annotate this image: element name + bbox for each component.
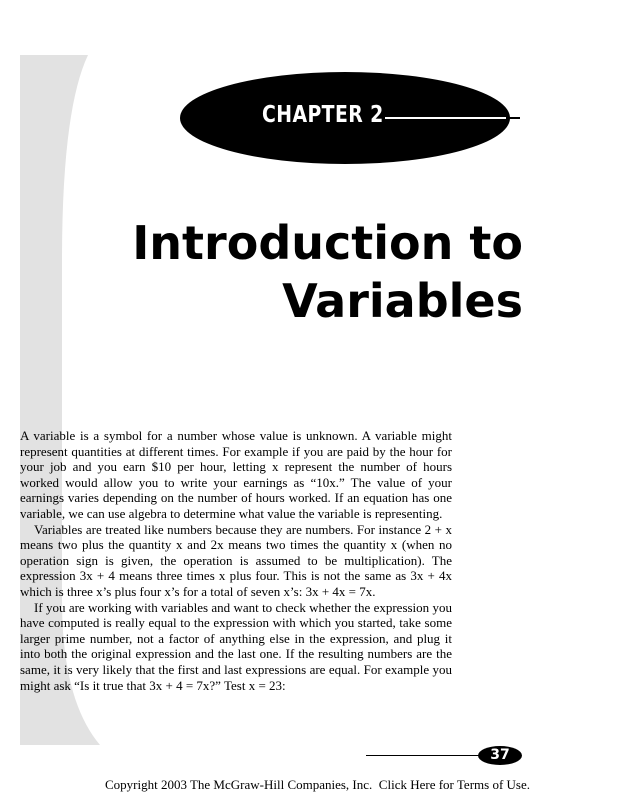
terms-of-use-link[interactable]: Click Here for Terms of Use. xyxy=(378,777,530,792)
copyright-text: Copyright 2003 The McGraw-Hill Companies, Inc. xyxy=(104,777,373,792)
page-number: 37 xyxy=(478,746,522,765)
chapter-rule xyxy=(385,117,520,119)
chapter-title-line-1: Introduction to xyxy=(132,216,523,270)
copyright-line xyxy=(0,777,635,793)
chapter-title xyxy=(103,214,523,330)
paragraph-3: If you are working with variables and want to check whether the expression you have computed is really equal to the expression with which you started, take some larger prime number, not a factor of anything else in the expression, and plug it into both the original expression and the last one. If the resulting numbers are the same, it is very likely that the first and last expressions are equal. For example you might ask “Is it true that 3x + 4 = 7x?” Test x = 23: xyxy=(20,599,452,693)
chapter-label: CHAPTER 2 xyxy=(262,102,384,128)
paragraph-2: Variables are treated like numbers because they are numbers. For instance 2 + x means two plus the quantity x and 2x means two times the quantity x (when no operation sign is given, the operation is assumed to be multiplication). The expression 3x + 4 means three times x plus four. This is not the same as 3x + 4x which is three x’s plus four x’s for a total of seven x’s: 3x + 4x = 7x. xyxy=(20,521,452,599)
paragraph-1: A variable is a symbol for a number whose value is unknown. A variable might represent quantities at different times. For example if you are paid by the hour for your job and you earn $10 per hour, letting x represent the number of hours worked would allow you to write your earnings as “10x.” The value of your earnings varies depending on the number of hours worked. If an equation has one variable, we can use algebra to determine what value the variable is representing. xyxy=(20,428,452,521)
chapter-rule-tail xyxy=(506,117,520,119)
page-number-rule xyxy=(366,755,486,756)
body-text xyxy=(20,428,452,693)
chapter-title-line-2: Variables xyxy=(282,274,523,328)
